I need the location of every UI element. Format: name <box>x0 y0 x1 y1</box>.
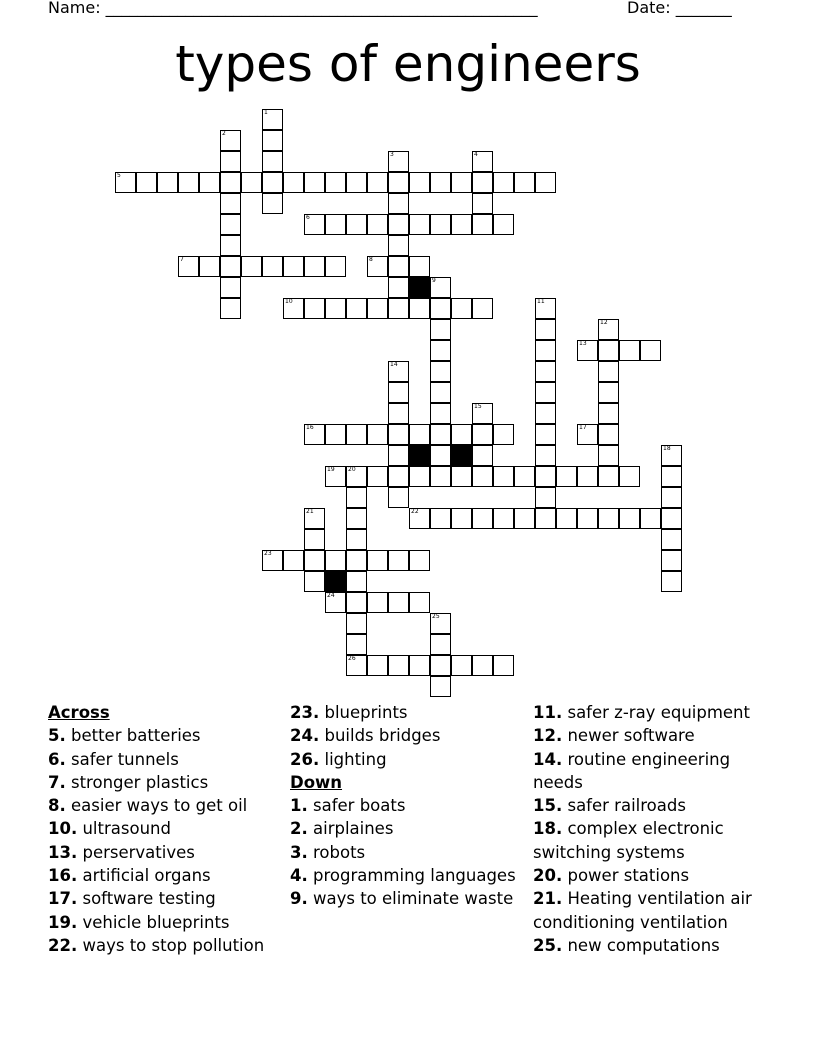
clue-item <box>48 887 280 910</box>
clue-item-number: 3. <box>290 842 308 862</box>
grid-cell[interactable] <box>325 256 346 277</box>
clue-item <box>290 724 522 747</box>
grid-cell[interactable] <box>640 340 661 361</box>
clue-item-number: 17. <box>48 889 78 909</box>
grid-cell[interactable] <box>430 466 451 487</box>
clue-item <box>533 724 773 747</box>
grid-cell[interactable] <box>388 256 409 277</box>
grid-cell[interactable] <box>388 550 409 571</box>
grid-cell[interactable] <box>598 319 619 340</box>
grid-cell[interactable] <box>388 151 409 172</box>
grid-cell[interactable] <box>283 298 304 319</box>
clue-item-number: 24. <box>290 726 320 746</box>
clue-number: 26 <box>348 655 356 662</box>
page-title: types of engineers <box>175 35 641 93</box>
grid-cell[interactable] <box>451 508 472 529</box>
grid-cell[interactable] <box>598 424 619 445</box>
grid-cell[interactable] <box>409 592 430 613</box>
grid-cell[interactable] <box>283 172 304 193</box>
grid-cell[interactable] <box>346 508 367 529</box>
clue-item-number: 16. <box>48 866 78 886</box>
clue-item <box>533 794 773 817</box>
grid-cell[interactable] <box>262 109 283 130</box>
grid-block-cell <box>409 445 430 466</box>
clue-item-text: stronger plastics <box>65 772 209 792</box>
grid-cell[interactable] <box>661 487 682 508</box>
grid-cell[interactable] <box>367 214 388 235</box>
grid-cell[interactable] <box>178 172 199 193</box>
clue-item-number: 23. <box>290 703 320 722</box>
clue-number: 20 <box>348 466 356 473</box>
clue-number: 18 <box>663 445 671 452</box>
grid-cell[interactable] <box>535 424 556 445</box>
grid-cell[interactable] <box>388 382 409 403</box>
grid-cell[interactable] <box>325 298 346 319</box>
clue-number: 2 <box>222 130 226 137</box>
grid-cell[interactable] <box>430 424 451 445</box>
grid-cell[interactable] <box>493 466 514 487</box>
grid-cell[interactable] <box>640 508 661 529</box>
grid-cell[interactable] <box>157 172 178 193</box>
grid-cell[interactable] <box>472 424 493 445</box>
clue-item-text: easier ways to get oil <box>65 796 248 816</box>
clue-item-text: programming languages <box>307 866 516 886</box>
grid-cell[interactable] <box>325 550 346 571</box>
clue-item <box>533 748 773 795</box>
clue-number: 3 <box>390 151 394 158</box>
clue-item <box>48 864 280 887</box>
grid-cell[interactable] <box>304 508 325 529</box>
grid-cell[interactable] <box>577 424 598 445</box>
clue-number: 17 <box>579 424 587 431</box>
grid-cell[interactable] <box>598 466 619 487</box>
clue-item <box>290 817 522 840</box>
grid-cell[interactable] <box>409 298 430 319</box>
grid-cell[interactable] <box>325 424 346 445</box>
grid-cell[interactable] <box>409 655 430 676</box>
clue-item <box>48 748 280 771</box>
grid-cell[interactable] <box>388 277 409 298</box>
grid-cell[interactable] <box>577 508 598 529</box>
clue-item <box>48 794 280 817</box>
clue-item-text: routine engineering needs <box>533 749 731 792</box>
clue-item <box>48 934 280 957</box>
grid-cell[interactable] <box>262 172 283 193</box>
grid-cell[interactable] <box>472 655 493 676</box>
grid-cell[interactable] <box>409 550 430 571</box>
clue-item-text: ways to eliminate waste <box>307 889 514 909</box>
grid-cell[interactable] <box>220 193 241 214</box>
grid-cell[interactable] <box>661 529 682 550</box>
grid-cell[interactable] <box>346 298 367 319</box>
clue-item-text: better batteries <box>65 726 201 746</box>
grid-block-cell <box>451 445 472 466</box>
grid-cell[interactable] <box>325 592 346 613</box>
grid-cell[interactable] <box>451 172 472 193</box>
grid-cell[interactable] <box>472 508 493 529</box>
clue-number: 15 <box>474 403 482 410</box>
clue-item <box>290 887 522 910</box>
grid-cell[interactable] <box>115 172 136 193</box>
grid-cell[interactable] <box>262 193 283 214</box>
grid-cell[interactable] <box>451 214 472 235</box>
grid-cell[interactable] <box>262 550 283 571</box>
clue-number: 22 <box>411 508 419 515</box>
grid-cell[interactable] <box>472 193 493 214</box>
grid-cell[interactable] <box>535 382 556 403</box>
grid-cell[interactable] <box>472 214 493 235</box>
grid-cell[interactable] <box>367 298 388 319</box>
clue-item <box>48 817 280 840</box>
grid-cell[interactable] <box>388 592 409 613</box>
grid-cell[interactable] <box>493 508 514 529</box>
grid-cell[interactable] <box>514 466 535 487</box>
clue-item-number: 13. <box>48 842 78 862</box>
grid-cell[interactable] <box>220 214 241 235</box>
grid-cell[interactable] <box>451 655 472 676</box>
grid-cell[interactable] <box>388 172 409 193</box>
clue-item-number: 14. <box>533 749 563 769</box>
clue-item <box>290 794 522 817</box>
clue-item-number: 2. <box>290 819 308 839</box>
grid-cell[interactable] <box>304 424 325 445</box>
clue-item-number: 26. <box>290 749 320 769</box>
grid-cell[interactable] <box>220 151 241 172</box>
clue-item-number: 15. <box>533 796 563 816</box>
grid-cell[interactable] <box>367 466 388 487</box>
grid-cell[interactable] <box>346 550 367 571</box>
clue-number: 16 <box>306 424 314 431</box>
grid-cell[interactable] <box>598 382 619 403</box>
grid-cell[interactable] <box>346 424 367 445</box>
grid-cell[interactable] <box>430 634 451 655</box>
clue-item-text: vehicle blueprints <box>77 912 230 932</box>
grid-cell[interactable] <box>346 214 367 235</box>
clue-item-number: 18. <box>533 819 563 839</box>
grid-cell[interactable] <box>598 445 619 466</box>
clue-number: 11 <box>537 298 545 305</box>
grid-cell[interactable] <box>577 466 598 487</box>
clue-item-number: 12. <box>533 726 563 746</box>
grid-cell[interactable] <box>325 466 346 487</box>
grid-cell[interactable] <box>409 256 430 277</box>
clue-number: 13 <box>579 340 587 347</box>
clue-item <box>290 841 522 864</box>
grid-cell[interactable] <box>661 508 682 529</box>
date-field-label: Date: _______ <box>627 0 732 17</box>
grid-cell[interactable] <box>409 172 430 193</box>
clue-item-text: safer z-ray equipment <box>562 703 750 722</box>
grid-cell[interactable] <box>220 277 241 298</box>
clue-item-text: complex electronic switching systems <box>533 819 724 862</box>
clue-item-number: 8. <box>48 796 66 816</box>
grid-cell[interactable] <box>472 151 493 172</box>
grid-cell[interactable] <box>304 550 325 571</box>
grid-cell[interactable] <box>535 466 556 487</box>
grid-cell[interactable] <box>409 466 430 487</box>
clue-item <box>48 771 280 794</box>
grid-cell[interactable] <box>535 172 556 193</box>
clue-item <box>48 911 280 934</box>
clue-item-text: power stations <box>562 866 690 886</box>
grid-cell[interactable] <box>598 403 619 424</box>
grid-cell[interactable] <box>493 172 514 193</box>
clue-number: 23 <box>264 550 272 557</box>
grid-cell[interactable] <box>451 424 472 445</box>
grid-cell[interactable] <box>241 256 262 277</box>
grid-cell[interactable] <box>535 508 556 529</box>
clue-item <box>533 817 773 864</box>
clue-number: 7 <box>180 256 184 263</box>
clue-number: 21 <box>306 508 314 515</box>
clue-number: 10 <box>285 298 293 305</box>
clue-item <box>48 841 280 864</box>
clue-number: 24 <box>327 592 335 599</box>
clues-column-3 <box>533 701 773 957</box>
grid-cell[interactable] <box>367 172 388 193</box>
clue-heading: Down <box>290 772 343 792</box>
clue-item <box>290 701 522 724</box>
grid-cell[interactable] <box>577 340 598 361</box>
grid-cell[interactable] <box>199 172 220 193</box>
clue-item-text: perservatives <box>77 842 195 862</box>
clue-item <box>290 864 522 887</box>
grid-cell[interactable] <box>451 466 472 487</box>
grid-cell[interactable] <box>388 424 409 445</box>
grid-cell[interactable] <box>367 550 388 571</box>
clue-item-number: 21. <box>533 889 563 909</box>
clue-item-text: artificial organs <box>77 866 211 886</box>
grid-cell[interactable] <box>430 676 451 697</box>
clue-number: 4 <box>474 151 478 158</box>
grid-cell[interactable] <box>409 424 430 445</box>
grid-cell[interactable] <box>430 214 451 235</box>
clue-item-number: 1. <box>290 796 308 816</box>
grid-cell[interactable] <box>304 214 325 235</box>
grid-cell[interactable] <box>661 445 682 466</box>
grid-cell[interactable] <box>430 445 451 466</box>
grid-cell[interactable] <box>388 403 409 424</box>
clue-item <box>533 887 773 934</box>
grid-cell[interactable] <box>220 172 241 193</box>
name-field-label: Name: ______________________________________________________ <box>48 0 538 17</box>
grid-cell[interactable] <box>430 277 451 298</box>
grid-cell[interactable] <box>598 508 619 529</box>
grid-cell[interactable] <box>430 655 451 676</box>
clue-item-text: new computations <box>562 935 720 955</box>
grid-cell[interactable] <box>388 298 409 319</box>
clue-item-text: safer boats <box>307 796 406 816</box>
grid-cell[interactable] <box>661 466 682 487</box>
grid-cell[interactable] <box>367 424 388 445</box>
grid-cell[interactable] <box>535 298 556 319</box>
grid-cell[interactable] <box>367 592 388 613</box>
grid-cell[interactable] <box>346 529 367 550</box>
clue-item-text: builds bridges <box>319 726 441 746</box>
clue-number: 9 <box>432 277 436 284</box>
grid-block-cell <box>409 277 430 298</box>
grid-cell[interactable] <box>388 235 409 256</box>
clue-item-text: software testing <box>77 889 216 909</box>
grid-cell[interactable] <box>661 550 682 571</box>
clue-number: 5 <box>117 172 121 179</box>
grid-cell[interactable] <box>409 508 430 529</box>
grid-cell[interactable] <box>451 298 472 319</box>
grid-cell[interactable] <box>346 655 367 676</box>
grid-cell[interactable] <box>199 256 220 277</box>
grid-cell[interactable] <box>220 298 241 319</box>
grid-cell[interactable] <box>283 256 304 277</box>
grid-cell[interactable] <box>514 172 535 193</box>
grid-cell[interactable] <box>325 214 346 235</box>
clue-item-text: newer software <box>562 726 695 746</box>
grid-cell[interactable] <box>220 130 241 151</box>
grid-cell[interactable] <box>430 508 451 529</box>
clue-item-number: 6. <box>48 749 66 769</box>
grid-cell[interactable] <box>388 214 409 235</box>
grid-cell[interactable] <box>430 298 451 319</box>
grid-cell[interactable] <box>220 256 241 277</box>
clue-item-text: Heating ventilation air conditioning ventilation <box>533 889 752 932</box>
clue-item-number: 20. <box>533 866 563 886</box>
clue-item-text: ways to stop pollution <box>77 935 265 955</box>
grid-cell[interactable] <box>619 466 640 487</box>
clue-item-number: 22. <box>48 935 78 955</box>
grid-cell[interactable] <box>493 424 514 445</box>
clue-item-text: safer railroads <box>562 796 686 816</box>
grid-cell[interactable] <box>388 655 409 676</box>
clue-item-text: ultrasound <box>77 819 171 839</box>
clue-item-number: 19. <box>48 912 78 932</box>
grid-cell[interactable] <box>535 487 556 508</box>
grid-cell[interactable] <box>619 508 640 529</box>
grid-cell[interactable] <box>346 487 367 508</box>
grid-cell[interactable] <box>472 298 493 319</box>
clue-item-number: 5. <box>48 726 66 746</box>
clue-item-text: airplaines <box>307 819 394 839</box>
grid-cell[interactable] <box>304 529 325 550</box>
grid-cell[interactable] <box>304 298 325 319</box>
grid-cell[interactable] <box>220 235 241 256</box>
clue-number: 6 <box>306 214 310 221</box>
clue-item-number: 10. <box>48 819 78 839</box>
grid-cell[interactable] <box>304 256 325 277</box>
grid-cell[interactable] <box>493 214 514 235</box>
clue-number: 12 <box>600 319 608 326</box>
grid-cell[interactable] <box>430 361 451 382</box>
grid-cell[interactable] <box>514 508 535 529</box>
clue-item-number: 7. <box>48 772 66 792</box>
grid-cell[interactable] <box>556 466 577 487</box>
clue-number: 19 <box>327 466 335 473</box>
clue-item-text: blueprints <box>319 703 408 722</box>
grid-cell[interactable] <box>472 466 493 487</box>
grid-cell[interactable] <box>178 256 199 277</box>
grid-cell[interactable] <box>346 613 367 634</box>
clue-item-number: 25. <box>533 935 563 955</box>
grid-cell[interactable] <box>430 382 451 403</box>
grid-cell[interactable] <box>283 550 304 571</box>
grid-cell[interactable] <box>472 403 493 424</box>
grid-cell[interactable] <box>472 445 493 466</box>
grid-cell[interactable] <box>619 340 640 361</box>
clue-item-number: 9. <box>290 889 308 909</box>
grid-cell[interactable] <box>430 319 451 340</box>
grid-cell[interactable] <box>535 319 556 340</box>
grid-cell[interactable] <box>430 340 451 361</box>
clue-item-text: safer tunnels <box>65 749 179 769</box>
grid-cell[interactable] <box>262 256 283 277</box>
clue-number: 25 <box>432 613 440 620</box>
grid-cell[interactable] <box>556 508 577 529</box>
clue-item <box>290 748 522 771</box>
grid-cell[interactable] <box>367 256 388 277</box>
clue-number: 14 <box>390 361 398 368</box>
clue-item-number: 4. <box>290 866 308 886</box>
grid-cell[interactable] <box>535 340 556 361</box>
grid-cell[interactable] <box>535 445 556 466</box>
grid-cell[interactable] <box>346 172 367 193</box>
clue-number: 8 <box>369 256 373 263</box>
clue-item <box>533 934 773 957</box>
grid-cell[interactable] <box>346 466 367 487</box>
grid-cell[interactable] <box>388 466 409 487</box>
grid-cell[interactable] <box>262 130 283 151</box>
grid-cell[interactable] <box>430 172 451 193</box>
grid-cell[interactable] <box>325 172 346 193</box>
grid-cell[interactable] <box>472 172 493 193</box>
grid-cell[interactable] <box>367 655 388 676</box>
grid-cell[interactable] <box>493 655 514 676</box>
grid-cell[interactable] <box>430 613 451 634</box>
clue-item-text: lighting <box>319 749 387 769</box>
clue-number: 1 <box>264 109 268 116</box>
grid-cell[interactable] <box>346 571 367 592</box>
clue-item-number: 11. <box>533 703 563 722</box>
grid-cell[interactable] <box>535 403 556 424</box>
grid-cell[interactable] <box>304 571 325 592</box>
grid-cell[interactable] <box>304 172 325 193</box>
grid-cell[interactable] <box>388 361 409 382</box>
clues-column-1 <box>48 701 280 957</box>
grid-cell[interactable] <box>388 193 409 214</box>
grid-cell[interactable] <box>661 571 682 592</box>
clue-item-text: robots <box>307 842 366 862</box>
grid-cell[interactable] <box>430 403 451 424</box>
grid-cell[interactable] <box>409 214 430 235</box>
clue-item <box>48 724 280 747</box>
grid-cell[interactable] <box>388 445 409 466</box>
grid-cell[interactable] <box>388 487 409 508</box>
grid-block-cell <box>325 571 346 592</box>
grid-cell[interactable] <box>241 172 262 193</box>
grid-cell[interactable] <box>598 340 619 361</box>
clue-heading: Across <box>48 703 110 722</box>
clue-item <box>533 701 773 724</box>
grid-cell[interactable] <box>598 361 619 382</box>
grid-cell[interactable] <box>262 151 283 172</box>
clues-column-2 <box>290 701 522 911</box>
clue-item <box>533 864 773 887</box>
grid-cell[interactable] <box>346 634 367 655</box>
grid-cell[interactable] <box>136 172 157 193</box>
grid-cell[interactable] <box>346 592 367 613</box>
grid-cell[interactable] <box>535 361 556 382</box>
